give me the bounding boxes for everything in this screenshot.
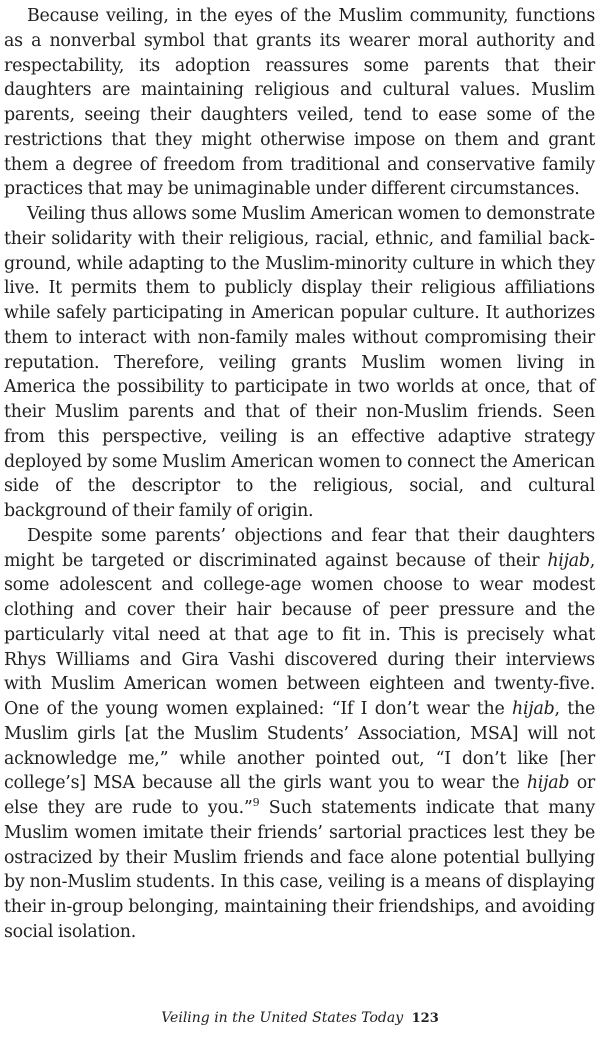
paragraph-2 — [4, 202, 595, 524]
paragraph-3-text-e: Such statements indicate that many Muslim women imitate their friends’ sartorial practices lest they be ostracized by their Muslim friends and face alone potential bullying by non-Muslim students. In this case, veiling is a means of displaying their in-group belonging, maintaining their friendships, and avoiding social isolation. — [4, 798, 595, 942]
paragraph-3 — [4, 524, 595, 945]
paragraph-2-text: Veiling thus allows some Muslim American women to demonstrate their solidarity with their religious, racial, ethnic, and familial background, while adapting to the Muslim-minority culture in which they live. It permits them to publicly display their religious affiliations while safely participating in American popular culture. It authorizes them to interact with non-family males without compromising their reputation. Therefore, veiling grants Muslim women living in America the possibility to participate in two worlds at once, that of their Muslim parents and that of their non-Muslim friends. Seen from this perspective, veiling is an effective adaptive strategy deployed by some Muslim American women to connect the American side of the descriptor to the religious, social, and cultural background of their family of origin. — [4, 204, 595, 521]
footnote-marker: 9 — [252, 796, 260, 810]
hijab-term: hijab — [547, 550, 590, 571]
paragraph-3-text-b: , some adolescent and college-age women choose to wear modest clothing and cover their hair because of peer pressure and the particularly vital need at that age to fit in. This is precisely what Rhys Williams and Gira Vashi discovered during their interviews with Muslim American women between eighteen and twenty-five. One of the young women explained: “If I don’t wear the — [4, 550, 595, 719]
paragraph-3-text-c: , the Muslim girls [at the Muslim Students’ Association, MSA] will not acknowledge me,” while another pointed out, “I don’t like [her college’s] MSA because all the girls want you to wear the — [4, 699, 595, 794]
page-number: 123 — [411, 1011, 439, 1026]
page-footer — [0, 1010, 600, 1026]
running-title: Veiling in the United States Today — [161, 1010, 404, 1026]
paragraph-1 — [4, 4, 595, 202]
paragraph-1-text: Because veiling, in the eyes of the Muslim community, functions as a nonverbal symbol that grants its wearer moral authority and respectability, its adoption reassures some parents that their daughters are maintaining religious and cultural values. Muslim parents, seeing their daughters veiled, tend to ease some of the restrictions that they might otherwise impose on them and grant them a degree of freedom from traditional and conservative family practices that may be unimaginable under different circumstances. — [4, 6, 595, 200]
paragraph-3-text-a: Despite some parents’ objections and fear that their daughters might be targeted or discriminated against because of their — [4, 525, 595, 571]
paragraph-3-text-d: or else they are rude to you.” — [4, 773, 595, 818]
hijab-term: hijab — [526, 773, 570, 794]
hijab-term: hijab — [512, 699, 555, 719]
body-text — [4, 4, 595, 945]
